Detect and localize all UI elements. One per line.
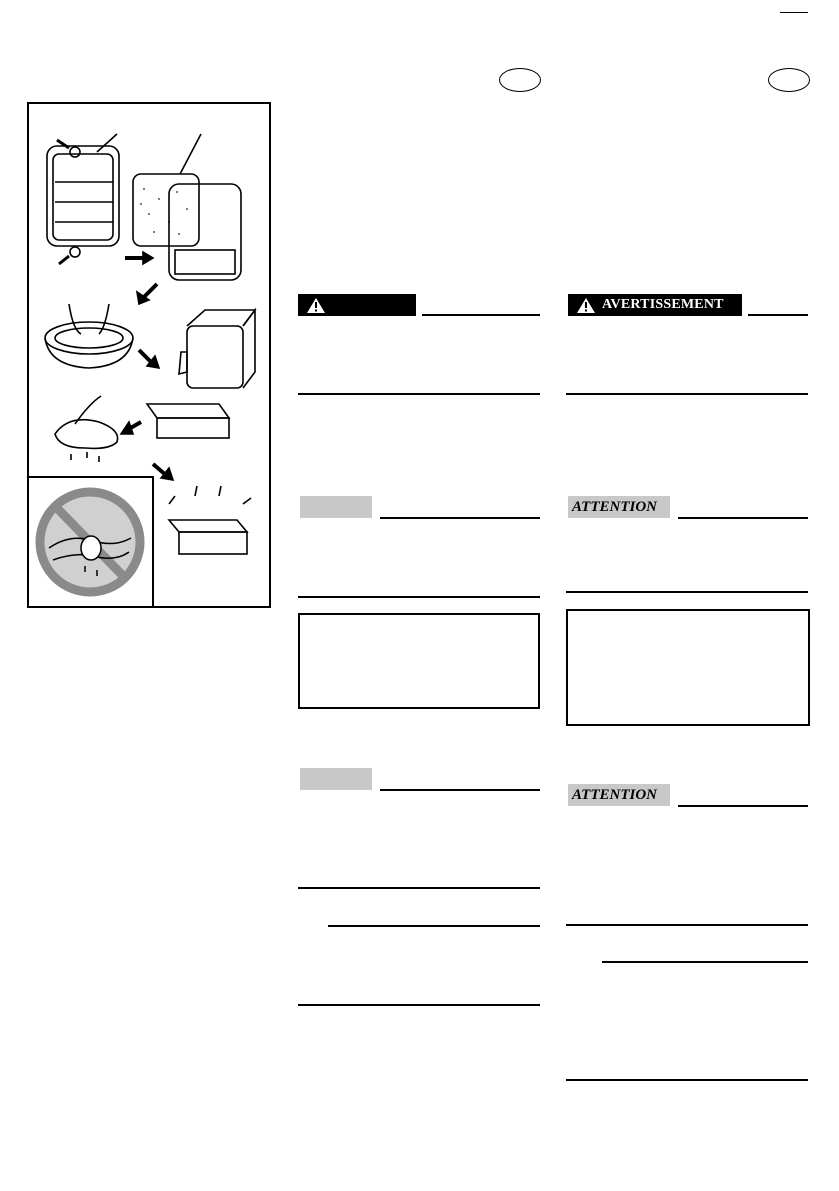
note-bottom-rule-right	[566, 1079, 808, 1081]
page-corner-mark	[780, 12, 808, 13]
warning-bottom-rule-left	[298, 393, 540, 395]
attention-top-rule-left-2	[380, 789, 540, 791]
warning-triangle-icon	[576, 297, 596, 314]
attention-banner-left-1	[300, 496, 372, 518]
attention-bottom-rule-left-2	[298, 887, 540, 889]
attention-label-right-2: ATTENTION	[572, 786, 658, 803]
note-top-rule-right	[602, 961, 808, 963]
warning-top-rule-left	[422, 314, 540, 316]
attention-banner-left-2	[300, 768, 372, 790]
warning-label-right: AVERTISSEMENT	[602, 297, 724, 312]
warning-top-rule-right	[748, 314, 808, 316]
attention-bottom-rule-left-1	[298, 596, 540, 598]
warning-banner-right	[568, 294, 742, 316]
no-wringing-prohibition-icon	[29, 478, 152, 606]
note-box-left	[298, 613, 540, 709]
attention-banner-right-2	[568, 784, 670, 806]
attention-banner-right-1	[568, 496, 670, 518]
attention-label-right-1: ATTENTION	[572, 498, 658, 515]
attention-top-rule-left-1	[380, 517, 540, 519]
note-bottom-rule-left	[298, 1004, 540, 1006]
language-marker-right	[768, 68, 810, 92]
language-marker-left	[499, 68, 541, 92]
attention-bottom-rule-right-1	[566, 591, 808, 593]
warning-triangle-icon	[306, 297, 326, 314]
note-top-rule-left	[328, 925, 540, 927]
warning-bottom-rule-right	[566, 393, 808, 395]
warning-banner-left	[298, 294, 416, 316]
attention-bottom-rule-right-2	[566, 924, 808, 926]
no-wringing-inset	[27, 476, 154, 608]
note-box-right	[566, 609, 810, 726]
attention-top-rule-right-2	[678, 805, 808, 807]
attention-top-rule-right-1	[678, 517, 808, 519]
